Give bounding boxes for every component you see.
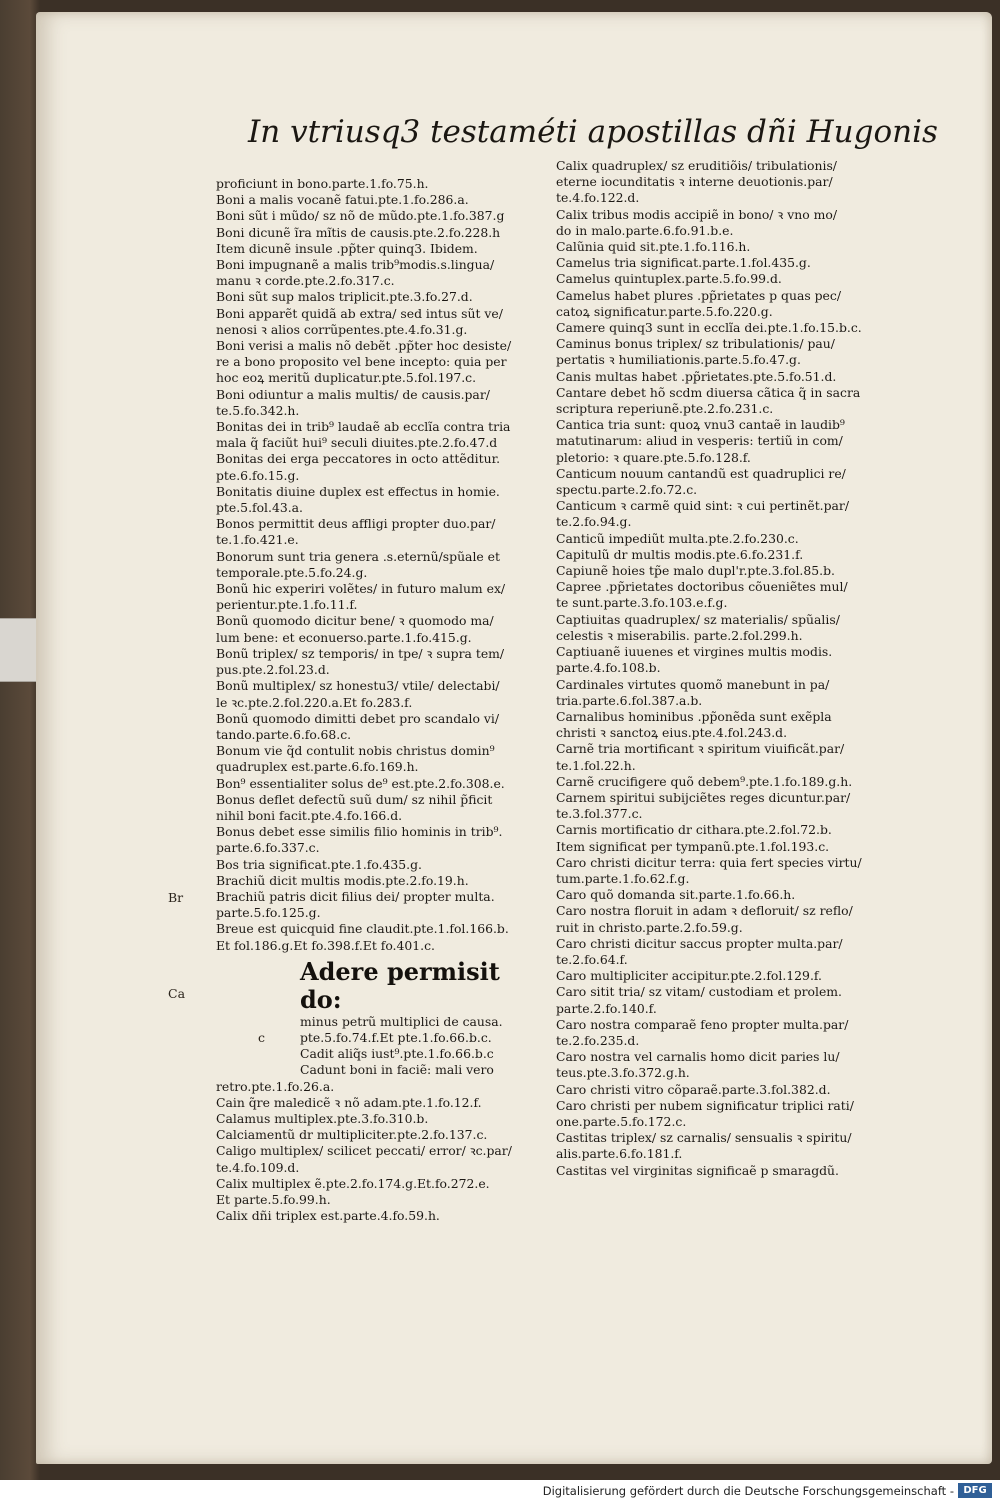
index-entry-line: Bonitatis diuine duplex est effectus in homie. — [216, 483, 500, 499]
index-entry-line: Calciamentũ dr multipliciter.pte.2.fo.137.c. — [216, 1127, 488, 1143]
index-entry-line: one.parte.5.fo.172.c. — [556, 1113, 687, 1129]
index-entry-line: Bonũ triplex/ sz temporis/ in tpe/ ꝛ supra tem/ — [216, 645, 505, 661]
index-entry-line: te.4.fo.109.d. — [216, 1159, 300, 1175]
index-entry-line: Boni dicunẽ ĩra mĩtis de causis.pte.2.fo.228.h — [216, 224, 501, 240]
index-entry-line: Carnẽ tria mortificant ꝛ spiritum viuificãt.par/ — [556, 741, 845, 757]
index-entry-line: Bonus deflet defectũ suũ dum/ sz nihil p̃ficit — [216, 791, 493, 807]
index-entry-line: te.5.fo.342.h. — [216, 402, 300, 418]
index-entry-line: pertatis ꝛ humiliationis.parte.5.fo.47.g. — [556, 352, 801, 368]
initial-heading: Adere permisit do: — [300, 956, 500, 1014]
index-entry-line: te.1.fo.421.e. — [216, 532, 299, 548]
index-entry-line: nenosi ꝛ alios corrũpentes.pte.4.fo.31.g. — [216, 321, 468, 337]
index-entry-line: Bonũ multiplex/ sz honestu3/ vtile/ delectabi/ — [216, 678, 500, 694]
index-entry-line: ruit in christo.parte.2.fo.59.g. — [556, 919, 743, 935]
margin-note-br: Br — [168, 890, 184, 905]
index-entry-line: Item significat per tympanũ.pte.1.fol.193.c. — [556, 838, 830, 854]
index-entry-line: nihil boni facit.pte.4.fo.166.d. — [216, 807, 403, 823]
index-entry-line: Calix quadruplex/ sz eruditiõis/ tribulationis/ — [556, 158, 837, 173]
index-entry-line: te.2.fo.235.d. — [556, 1032, 640, 1048]
index-entry-line: parte.4.fo.108.b. — [556, 660, 661, 676]
index-entry-line: te.3.fol.377.c. — [556, 806, 643, 822]
index-entry-line: matutinarum: aliud in vesperis: tertiũ in com/ — [556, 433, 843, 449]
index-entry-line: Castitas triplex/ sz carnalis/ sensualis ꝛ spiritu/ — [556, 1130, 852, 1146]
index-entry-line: Calũnia quid sit.pte.1.fo.116.h. — [556, 239, 751, 255]
index-entry-line: Bonus debet esse similis filio hominis in trib⁹. — [216, 824, 503, 840]
index-entry-line: Bonũ hic experiri volẽtes/ in futuro malum ex/ — [216, 581, 506, 597]
index-entry-line: Calix tribus modis accipiẽ in bono/ ꝛ vno mo/ — [556, 206, 837, 222]
index-entry-line: Canticum ꝛ carmẽ quid sint: ꝛ cui pertinẽt.par/ — [556, 498, 850, 514]
index-entry-line: Brachiũ patris dicit filius dei/ propter multa. — [216, 888, 495, 904]
index-entry-line: Caro nostra vel carnalis homo dicit paries lu/ — [556, 1049, 840, 1065]
index-entry-line: Caro nostra comparaẽ feno propter multa.par/ — [556, 1016, 849, 1032]
index-entry-line: Et parte.5.fo.99.h. — [216, 1191, 331, 1207]
margin-note-c: c — [258, 1030, 266, 1045]
index-entry-line: Bonorum sunt tria genera .s.eternũ/spũale et — [216, 548, 500, 564]
index-entry-line: le ꝛc.pte.2.fol.220.a.Et fo.283.f. — [216, 694, 413, 710]
dfg-logo: DFG — [958, 1483, 992, 1498]
index-entry-line: celestis ꝛ miserabilis. parte.2.fol.299.h. — [556, 627, 803, 643]
index-entry-line: Carnalibus hominibus .pp̃onẽda sunt exẽpla — [556, 708, 832, 724]
index-entry-line: tando.parte.6.fo.68.c. — [216, 726, 352, 742]
index-entry-line: Bonos permittit deus affligi propter duo.par/ — [216, 516, 496, 532]
index-entry-line: Bos tria significat.pte.1.fo.435.g. — [216, 856, 422, 872]
index-entry-line: parte.6.fo.337.c. — [216, 840, 320, 856]
index-entry-line: Boni sũt i mũdo/ sz nõ de mũdo.pte.1.fo.387.g — [216, 208, 505, 224]
index-entry-line: Boni odiuntur a malis multis/ de causis.par/ — [216, 386, 490, 402]
index-entry-line: Cantare debet hõ scdm diuersa cãtica q̃ in sacra — [556, 384, 861, 400]
index-entry-line: Caro multipliciter accipitur.pte.2.fol.129.f. — [556, 968, 822, 984]
index-entry-line: Caminus bonus triplex/ sz tribulationis/ pau/ — [556, 336, 835, 352]
index-entry-line: hoc eoꝝ meritũ duplicatur.pte.5.fol.197.c. — [216, 370, 477, 386]
index-entry-line: temporale.pte.5.fo.24.g. — [216, 564, 368, 580]
index-entry-line: Cadit aliq̃s iust⁹.pte.1.fo.66.b.c — [300, 1046, 494, 1062]
index-entry-line: Castitas vel virginitas significaẽ p smaragdũ. — [556, 1162, 839, 1178]
index-entry-line: Cantica tria sunt: quoꝝ vnu3 cantaẽ in laudib⁹ — [556, 417, 845, 433]
index-entry-line: te sunt.parte.3.fo.103.e.f.g. — [556, 595, 728, 611]
index-entry-line: Bonũ quomodo dimitti debet pro scandalo vi/ — [216, 710, 500, 726]
index-entry-line: Bonitas dei in trib⁹ laudaẽ ab ecclĩa contra tria — [216, 419, 511, 435]
index-entry-line: te.2.fo.94.g. — [556, 514, 632, 530]
index-entry-line: Bonitas dei erga peccatores in octo attẽditur. — [216, 451, 501, 467]
index-entry-line: christi ꝛ sanctoꝝ eius.pte.4.fol.243.d. — [556, 725, 788, 741]
index-entry-line: proficiunt in bono.parte.1.fo.75.h. — [216, 176, 429, 191]
index-entry-line: tum.parte.1.fo.62.f.g. — [556, 870, 690, 886]
index-entry-line: Boni verisi a malis nõ debẽt .pp̃ter hoc desiste/ — [216, 338, 512, 354]
index-entry-line: teus.pte.3.fo.372.g.h. — [556, 1065, 690, 1081]
index-entry-line: tria.parte.6.fol.387.a.b. — [556, 692, 703, 708]
index-entry-line: Cardinales virtutes quomõ manebunt in pa/ — [556, 676, 830, 692]
index-entry-line: Caro christi dicitur terra: quia fert species virtu/ — [556, 854, 862, 870]
index-entry-line: te.2.fo.64.f. — [556, 951, 628, 967]
index-entry-line: Carnis mortificatio dr cithara.pte.2.fol.72.b. — [556, 822, 832, 838]
index-entry-line: Bonũ quomodo dicitur bene/ ꝛ quomodo ma/ — [216, 613, 494, 629]
index-entry-line: parte.2.fo.140.f. — [556, 1000, 657, 1016]
index-entry-line: eterne iocunditatis ꝛ interne deuotionis.par/ — [556, 174, 833, 190]
index-entry-line: Calix dñi triplex est.parte.4.fo.59.h. — [216, 1208, 440, 1224]
index-entry-line: Caro christi per nubem significatur triplici rati/ — [556, 1097, 854, 1113]
index-entry-line: Bonum vie q̃d contulit nobis christus domin⁹ — [216, 743, 495, 759]
index-entry-line: te.4.fo.122.d. — [556, 190, 640, 206]
index-entry-line: quadruplex est.parte.6.fo.169.h. — [216, 759, 419, 775]
index-entry-line: te.1.fol.22.h. — [556, 757, 636, 773]
index-entry-line: Canticũ impediũt multa.pte.2.fo.230.c. — [556, 530, 799, 546]
index-entry-line: pte.5.fol.43.a. — [216, 500, 303, 516]
index-entry-line: catoꝝ significatur.parte.5.fo.220.g. — [556, 303, 773, 319]
index-entry-line: parte.5.fo.125.g. — [216, 905, 321, 921]
index-entry-line: alis.parte.6.fo.181.f. — [556, 1146, 683, 1162]
index-entry-line: Capree .pp̃rietates doctoribus cõueniẽtes mul/ — [556, 579, 848, 595]
index-entry-line: Captiuanẽ iuuenes et virgines multis modis. — [556, 644, 833, 660]
index-entry-line: minus petrũ multiplici de causa. — [300, 1013, 503, 1029]
index-entry-line: Canis multas habet .pp̃rietates.pte.5.fo.51.d. — [556, 368, 837, 384]
index-entry-line: Caro sitit tria/ sz vitam/ custodiam et prolem. — [556, 984, 842, 1000]
index-entry-line: Calamus multiplex.pte.3.fo.310.b. — [216, 1110, 429, 1126]
index-entry-line: mala q̃ faciũt hui⁹ seculi diuites.pte.2.fo.47.d — [216, 435, 498, 451]
index-entry-line: Boni a malis vocanẽ fatui.pte.1.fo.286.a. — [216, 192, 469, 208]
index-entry-line: do in malo.parte.6.fo.91.b.e. — [556, 222, 734, 238]
index-entry-line: Calix multiplex ẽ.pte.2.fo.174.g.Et.fo.272.e. — [216, 1175, 490, 1191]
index-entry-line: Carnẽ crucifigere quõ debem⁹.pte.1.fo.189.g.h. — [556, 773, 853, 789]
left-entries-top — [216, 176, 528, 954]
index-entry-line: perientur.pte.1.fo.11.f. — [216, 597, 358, 613]
index-entry-line: Captiuitas quadruplex/ sz materialis/ spũalis/ — [556, 611, 840, 627]
index-entry-line: Bon⁹ essentialiter solus de⁹ est.pte.2.fo.308.e. — [216, 775, 505, 791]
index-entry-line: Item dicunẽ insule .pp̃ter quinq3. Ibidem. — [216, 240, 478, 256]
margin-note-ca: Ca — [168, 986, 186, 1001]
index-entry-line: pletorio: ꝛ quare.pte.5.fo.128.f. — [556, 449, 751, 465]
index-entry-line: Brachiũ dicit multis modis.pte.2.fo.19.h. — [216, 872, 469, 888]
index-entry-line: Boni sũt sup malos triplicit.pte.3.fo.27.d. — [216, 289, 473, 305]
index-entry-line: Breue est quicquid fine claudit.pte.1.fol.166.b. — [216, 921, 509, 937]
index-entry-line: Camelus tria significat.parte.1.fol.435.g. — [556, 255, 811, 271]
index-entry-line: manu ꝛ corde.pte.2.fo.317.c. — [216, 273, 395, 289]
index-entry-line: Boni impugnanẽ a malis trib⁹modis.s.lingua/ — [216, 257, 495, 273]
index-entry-line: Caro christi dicitur saccus propter multa.par/ — [556, 935, 843, 951]
index-entry-line: pte.5.fo.74.f.Et pte.1.fo.66.b.c. — [300, 1029, 492, 1045]
index-entry-line: pus.pte.2.fol.23.d. — [216, 662, 330, 678]
index-entry-line: Boni apparẽt quidã ab extra/ sed intus sũt ve/ — [216, 305, 503, 321]
index-entry-line: lum bene: et econuerso.parte.1.fo.415.g. — [216, 629, 472, 645]
index-entry-line: Capitulũ dr multis modis.pte.6.fo.231.f. — [556, 546, 804, 562]
index-entry-line: Caro nostra floruit in adam ꝛ defloruit/ sz reflo/ — [556, 903, 853, 919]
left-entries-indented — [216, 1014, 528, 1079]
index-entry-line: Camelus quintuplex.parte.5.fo.99.d. — [556, 271, 782, 287]
index-entry-line: Caro christi vitro cõparaẽ.parte.3.fol.382.d. — [556, 1081, 831, 1097]
right-column — [556, 158, 874, 1179]
index-entry-line: Cain q̃re maledicẽ ꝛ nõ adam.pte.1.fo.12.f. — [216, 1094, 482, 1110]
left-column — [216, 176, 528, 1224]
left-entries-bottom — [216, 1079, 528, 1225]
index-entry-line: Caligo multiplex/ scilicet peccati/ error/ ꝛc.par/ — [216, 1143, 512, 1159]
index-entry-line: Camelus habet plures .pp̃rietates p quas pec/ — [556, 287, 842, 303]
index-entry-line: Capiunẽ hoies tp̃e malo dupl'r.pte.3.fol.85.b. — [556, 563, 835, 579]
index-entry-line: Carnem spiritui subijciẽtes reges dicuntur.par/ — [556, 789, 851, 805]
index-entry-line: scriptura reperiunẽ.pte.2.fo.231.c. — [556, 401, 774, 417]
index-entry-line: spectu.parte.2.fo.72.c. — [556, 482, 698, 498]
index-entry-line: Cadunt boni in faciẽ: mali vero — [300, 1062, 494, 1078]
index-entry-line: pte.6.fo.15.g. — [216, 467, 300, 483]
index-entry-line: Et fol.186.g.Et fo.398.f.Et fo.401.c. — [216, 937, 435, 953]
footer-bar — [0, 1480, 1000, 1502]
footer-credit: Digitalisierung gefördert durch die Deutsche Forschungsgemeinschaft - — [542, 1484, 954, 1498]
page-header-title: In vtriusq3 testaméti apostillas dñi Hugonis — [248, 114, 938, 150]
index-entry-line: retro.pte.1.fo.26.a. — [216, 1078, 335, 1094]
index-entry-line: Camere quinq3 sunt in ecclĩa dei.pte.1.fo.15.b.c. — [556, 320, 862, 336]
index-entry-line: Canticum nouum cantandũ est quadruplici re/ — [556, 465, 846, 481]
index-entry-line: Caro quõ domanda sit.parte.1.fo.66.h. — [556, 887, 796, 903]
index-entry-line: re a bono proposito vel bene incepto: quia per — [216, 354, 507, 370]
